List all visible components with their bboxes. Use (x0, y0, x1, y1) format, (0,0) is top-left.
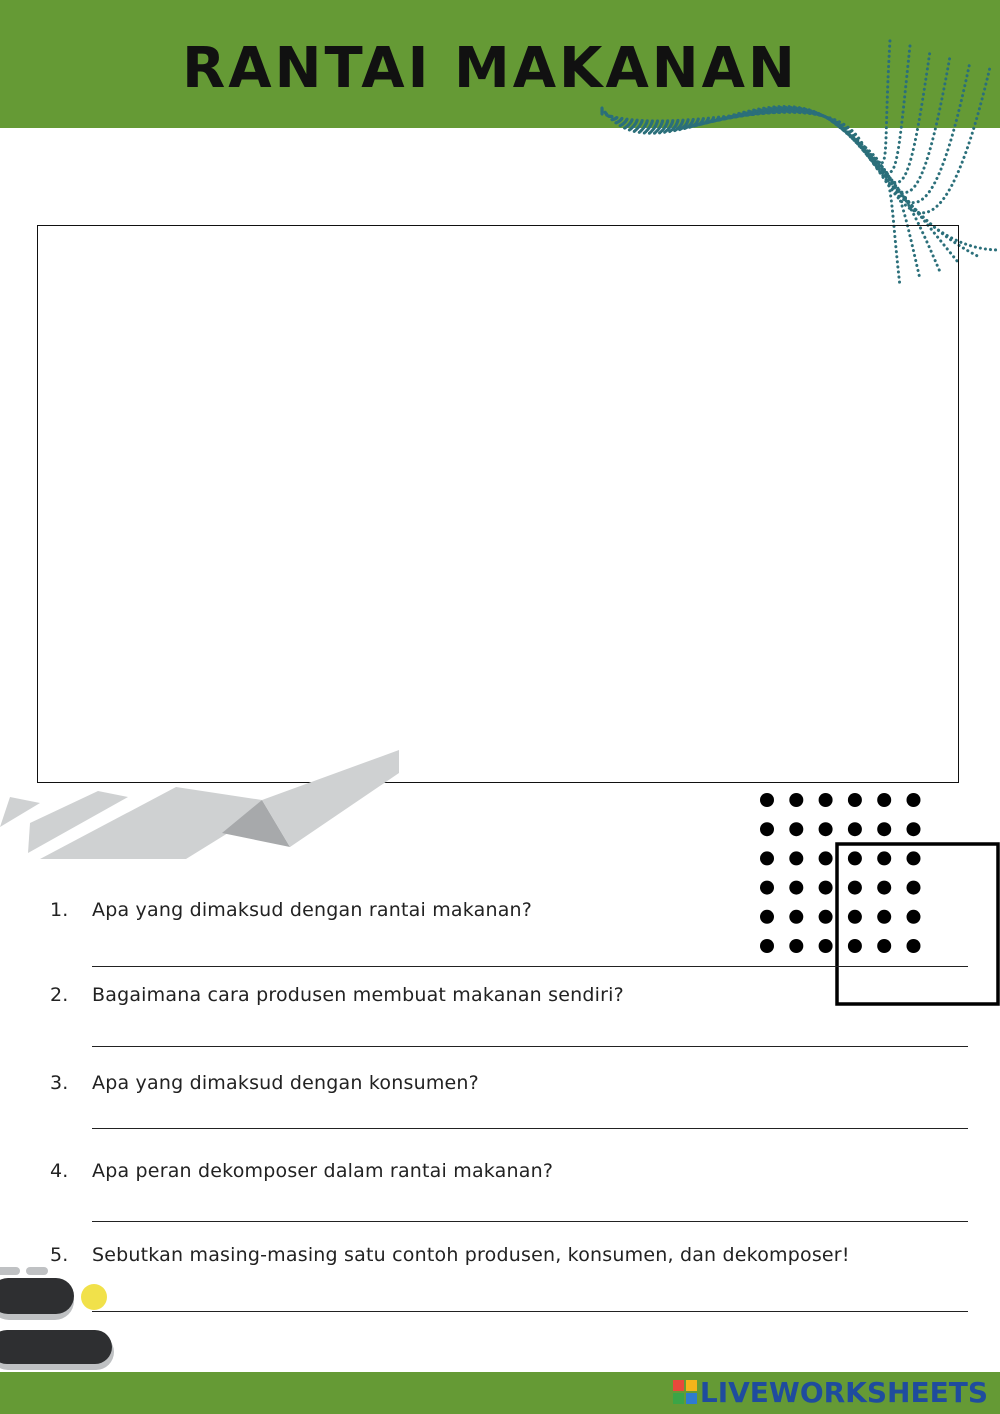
wave-dotted-line (602, 40, 890, 163)
question-text: Bagaimana cara produsen membuat makanan sendiri? (92, 984, 624, 1006)
grid-dot (760, 939, 774, 953)
small-pill (26, 1267, 48, 1275)
grid-dot (877, 881, 891, 895)
liveworksheets-logo[interactable] (673, 1374, 988, 1410)
question-number: 3. (50, 1072, 69, 1094)
question-1 (50, 899, 970, 921)
question-number: 2. (50, 984, 69, 1006)
question-5 (50, 1244, 970, 1266)
page-title: RANTAI MAKANAN (182, 36, 798, 101)
outline-square (837, 844, 998, 1004)
answer-line-4[interactable] (92, 1221, 968, 1222)
answer-line-2[interactable] (92, 1046, 968, 1047)
grid-dot (819, 939, 833, 953)
grid-dot (789, 793, 803, 807)
grid-dot (760, 881, 774, 895)
answer-line-1[interactable] (92, 966, 968, 967)
grid-dot (877, 822, 891, 836)
dark-bar (0, 1278, 74, 1314)
question-3 (50, 1072, 970, 1094)
question-text: Apa yang dimaksud dengan konsumen? (92, 1072, 479, 1094)
grid-dot (907, 881, 921, 895)
grid-dot (848, 851, 862, 865)
wave-dotted-line (602, 45, 910, 172)
grid-dot (848, 822, 862, 836)
brand-name: LIVEWORKSHEETS (699, 1375, 988, 1409)
answer-line-3[interactable] (92, 1128, 968, 1129)
paper-strip (262, 750, 399, 847)
question-text: Apa yang dimaksud dengan rantai makanan? (92, 899, 533, 921)
drawing-answer-box[interactable] (37, 225, 959, 783)
grid-dot (819, 822, 833, 836)
grid-dot (848, 939, 862, 953)
grid-dot (907, 851, 921, 865)
grid-dot (877, 851, 891, 865)
question-number: 5. (50, 1244, 69, 1266)
question-number: 4. (50, 1160, 69, 1182)
grid-dot (877, 939, 891, 953)
small-pill (0, 1267, 20, 1275)
grid-dot (907, 822, 921, 836)
dark-bar (0, 1330, 112, 1364)
wave-dotted-line (602, 67, 990, 213)
question-2 (50, 984, 970, 1006)
grid-dot (877, 793, 891, 807)
grid-dot (819, 881, 833, 895)
grid-dot (789, 881, 803, 895)
answer-line-5[interactable] (92, 1311, 968, 1312)
paper-shapes-decoration (0, 745, 410, 865)
grid-dot (819, 851, 833, 865)
grid-dot (907, 939, 921, 953)
grid-dot (760, 851, 774, 865)
grid-dot (789, 939, 803, 953)
liveworksheets-cube-icon (673, 1380, 697, 1404)
yellow-hatched-circle (81, 1284, 107, 1310)
wave-dotted-line (602, 56, 950, 192)
grid-dot (760, 822, 774, 836)
grid-dot (848, 793, 862, 807)
grid-dot (819, 793, 833, 807)
question-text: Sebutkan masing-masing satu contoh produsen, konsumen, dan dekomposer! (92, 1244, 850, 1266)
grid-dot (789, 822, 803, 836)
grid-dot (848, 881, 862, 895)
grid-dot (907, 793, 921, 807)
grid-dot (760, 793, 774, 807)
question-number: 1. (50, 899, 69, 921)
question-4 (50, 1160, 970, 1182)
grid-dot (789, 851, 803, 865)
question-text: Apa peran dekomposer dalam rantai makanan? (92, 1160, 554, 1182)
